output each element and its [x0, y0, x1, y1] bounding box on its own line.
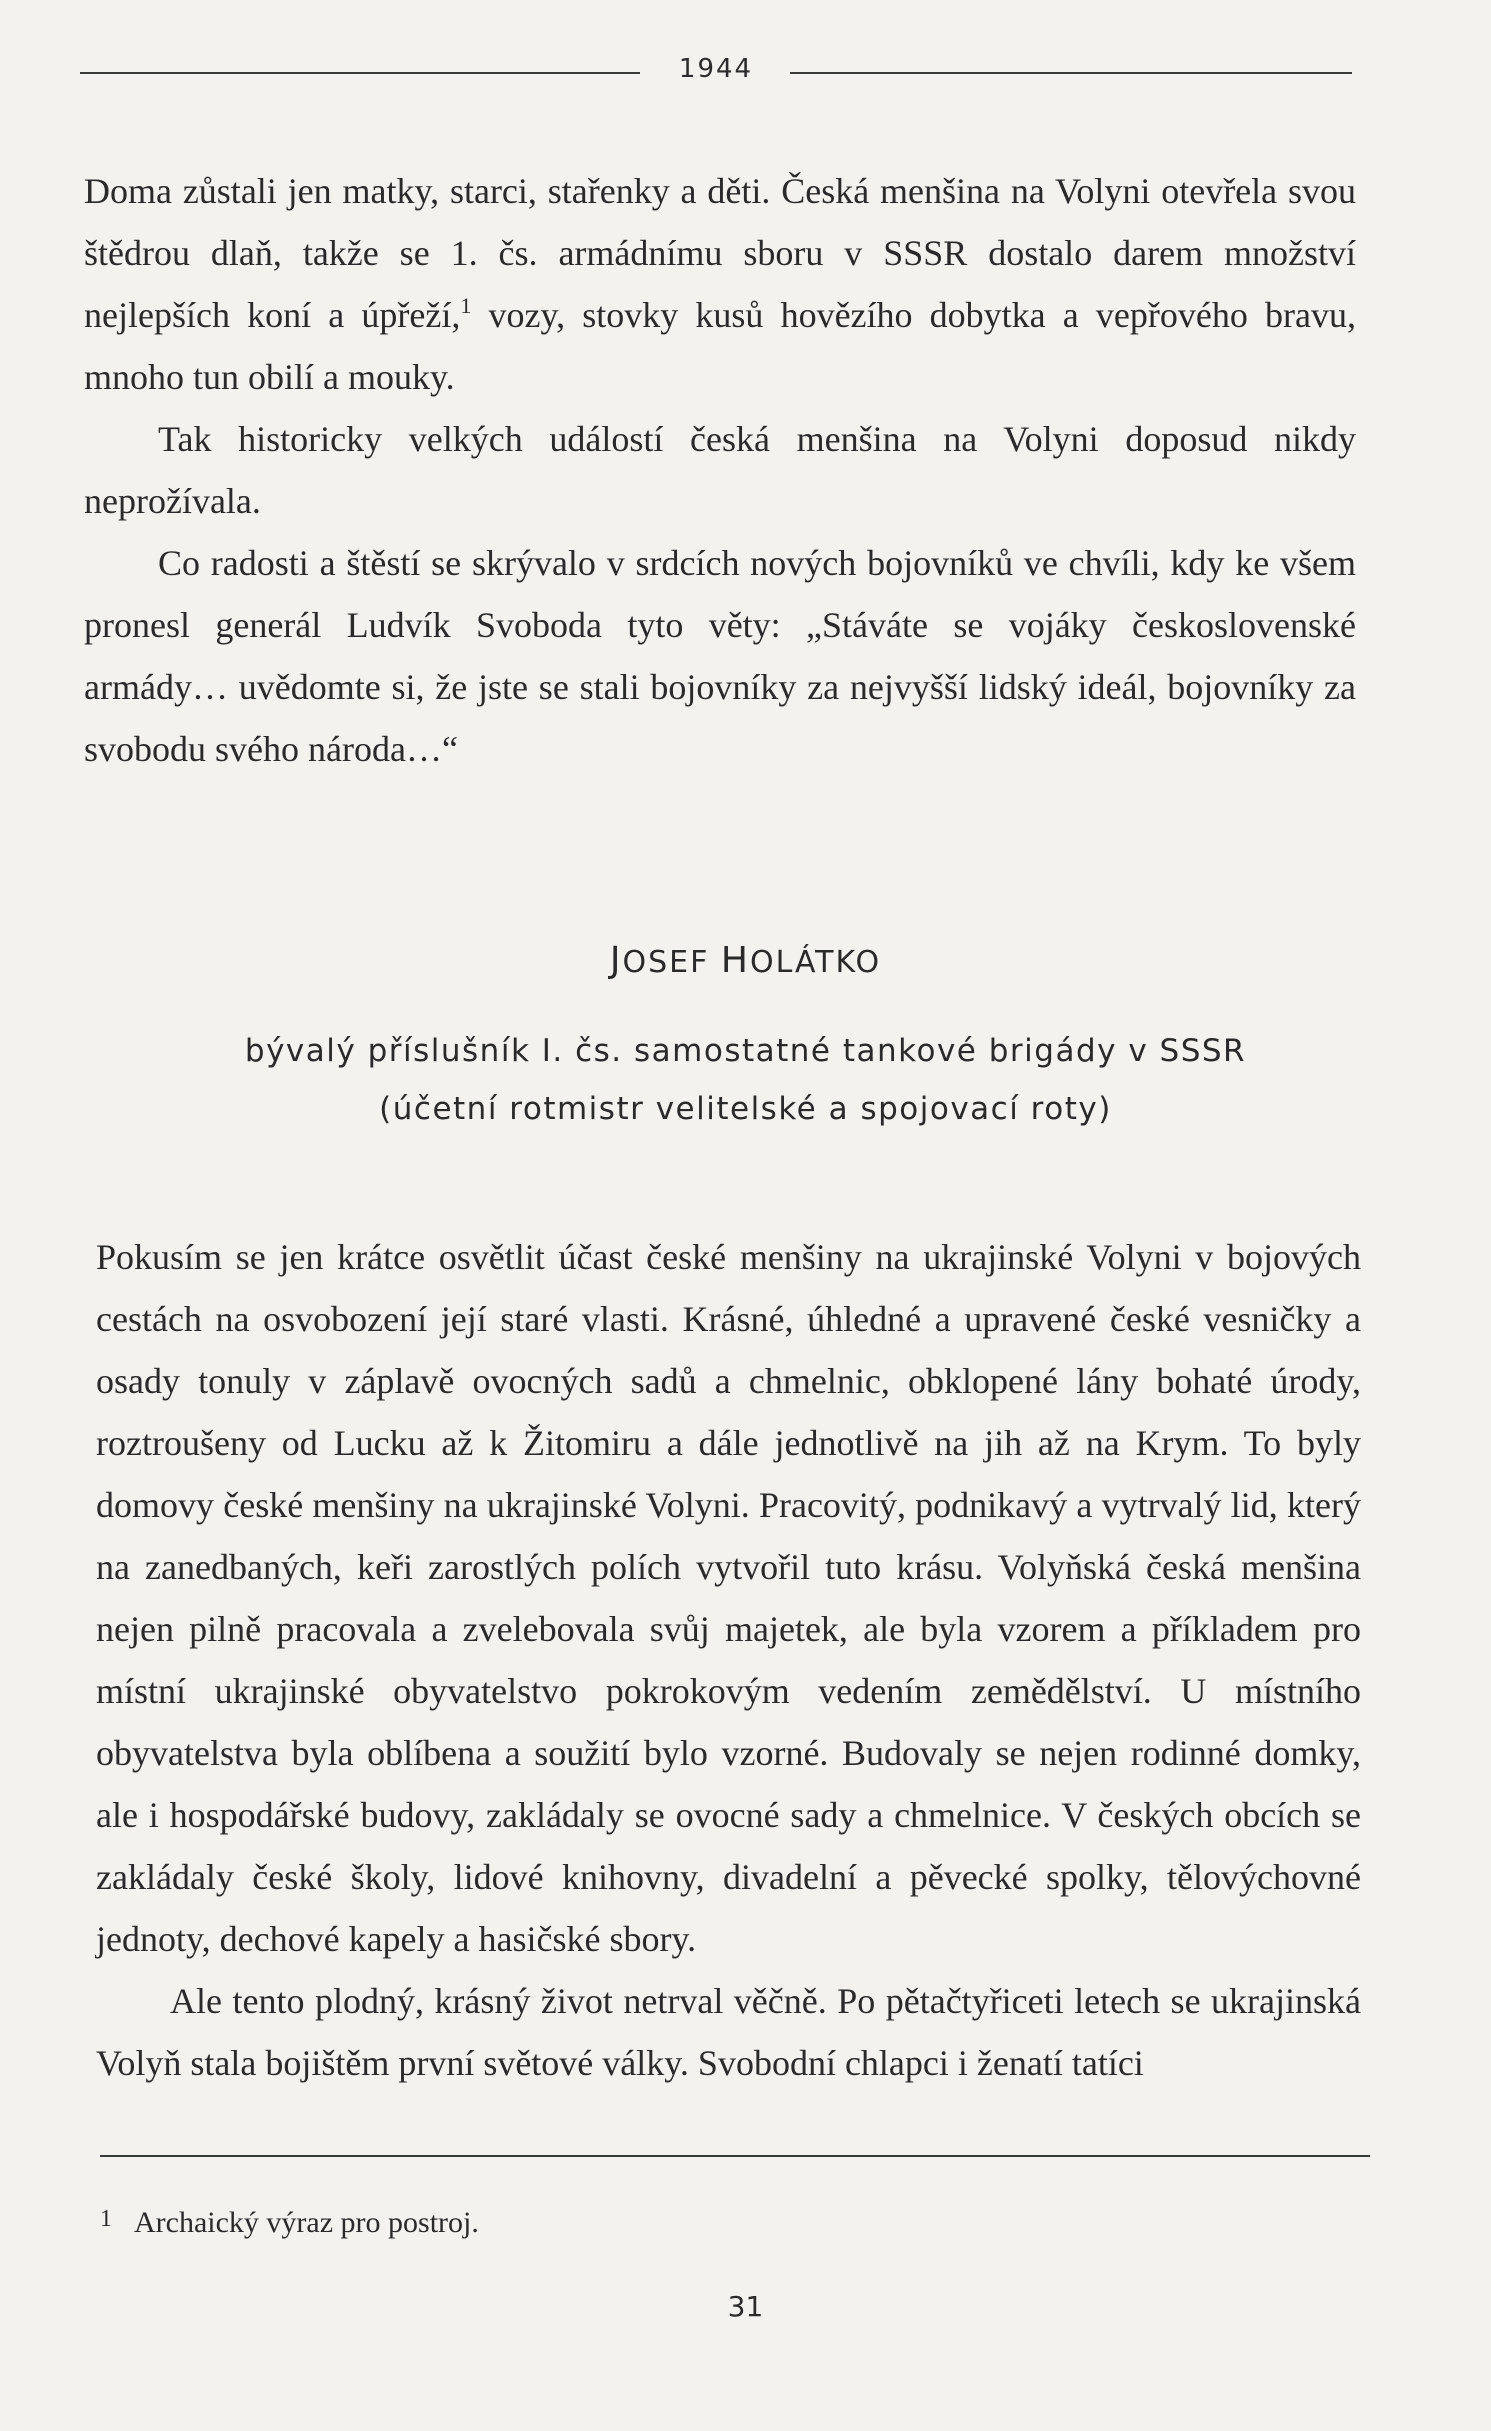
footnote: [100, 2206, 479, 2240]
paragraph-5: Ale tento plodný, krásný život netrval věčně. Po pětačtyřiceti letech se ukrajinská Volyň stala bojištěm první světové války. Svobodní chlapci i ženatí tatíci: [96, 1981, 1361, 2083]
author-name-rest-1: OSEF: [622, 945, 721, 980]
header-rule-left: [80, 72, 640, 74]
footnote-number: 1: [100, 2206, 112, 2232]
author-name-initial-1: J: [609, 940, 623, 981]
footnote-reference: 1: [460, 293, 472, 318]
paragraph-3: Co radosti a štěstí se skrývalo v srdcích nových bojovníků ve chvíli, kdy ke všem pronesl generál Ludvík Svoboda tyto věty: „Stáváte se vojáky československé armády… uvědomte si, že jste se stali bojovníky za nejvyšší lidský ideál, bojovníky za svobodu svého národa…“: [84, 543, 1356, 769]
running-header: [80, 52, 1352, 92]
paragraph-2: Tak historicky velkých událostí česká menšina na Volyni doposud nikdy neprožívala.: [84, 419, 1356, 521]
affiliation-line-1: bývalý příslušník I. čs. samostatné tankové brigády v SSSR: [244, 1033, 1247, 1069]
affiliation-line-2: (účetní rotmistr velitelské a spojovací roty): [379, 1091, 1112, 1127]
header-year: 1944: [678, 54, 754, 84]
author-affiliation: [0, 1022, 1491, 1138]
paragraph-1-text-b: vozy, stovky kusů hovězího dobytka a vepřového bravu, mnoho tun obilí a mouky.: [84, 295, 1356, 397]
author-name-rest-2: OLÁTKO: [749, 945, 882, 980]
header-rule-right: [790, 72, 1352, 74]
page-number: 31: [727, 2290, 764, 2323]
paragraph-1-text-a: Doma zůstali jen matky, starci, stařenky a děti. Česká menšina na Volyni otevřela svou štědrou dlaň, takže se 1. čs. armádnímu sboru v SSSR dostalo darem množství nejlepších koní a úpřeží,: [84, 171, 1356, 335]
top-text-block: [84, 160, 1356, 780]
footnote-rule: [100, 2155, 1370, 2157]
author-name-initial-2: H: [720, 940, 750, 981]
footnote-text: Archaický výraz pro postroj.: [134, 2206, 479, 2239]
author-name: [0, 940, 1491, 981]
paragraph-1: [84, 160, 1356, 408]
paragraph-4: Pokusím se jen krátce osvětlit účast české menšiny na ukrajinské Volyni v bojových cestách na osvobození její staré vlasti. Krásné, úhledné a upravené české vesničky a osady tonuly v záplavě ovocných sadů a chmelnic, obklopené lány bohaté úrody, roztroušeny od Lucku až k Žitomiru a dále jednotlivě na jih až na Krym. To byly domovy české menšiny na ukrajinské Volyni. Pracovitý, podnikavý a vytrvalý lid, který na zanedbaných, keři zarostlých polích vytvořil tuto krásu. Volyňská česká menšina nejen pilně pracovala a zvelebovala svůj majetek, ale byla vzorem a příkladem pro místní ukrajinské obyvatelstvo pokrokovým vedením zemědělství. U místního obyvatelstva byla oblíbena a soužití bylo vzorné. Budovaly se nejen rodinné domky, ale i hospodářské budovy, zakládaly se ovocné sady a chmelnice. V českých obcích se zakládaly české školy, lidové knihovny, divadelní a pěvecké spolky, tělovýchovné jednoty, dechové kapely a hasičské sbory.: [96, 1237, 1361, 1959]
bottom-text-block: [96, 1226, 1361, 2094]
